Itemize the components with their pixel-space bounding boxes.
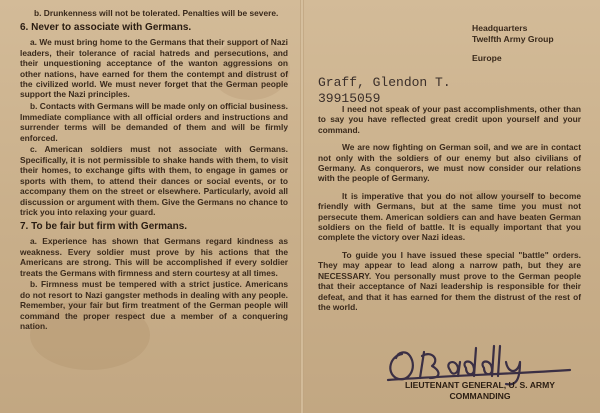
section-6a: a. We must bring home to the Germans that their support of Nazi leaders, their tolerance of racial hatreds and persecutions, and their unquestioning acceptance of the wanton aggressions on other nations, have earned for them the contempt and distrust of the civilized world. We must never forget that the German people support the Nazi principles.	[20, 37, 288, 100]
hq-unit: Twelfth Army Group	[472, 34, 554, 44]
letter-paragraph-1: I need not speak of your past accomplishments, other than to say you have reflected great credit upon yourself and your command.	[318, 104, 581, 135]
section-7a: a. Experience has shown that Germans regard kindness as weakness. Every soldier must prove by his actions that the Americans are strong. This will be accomplished if every soldier treats the Germans with firmness and stern courtesy at all times.	[20, 236, 288, 278]
letter-paragraph-2: We are now fighting on German soil, and we are in contact not only with the soldiers of our enemy but also civilians of Germany. As conquerors, we must now consider our relations with the people of Germany.	[318, 142, 581, 184]
letter-paragraph-4: To guide you I have issued these special "battle" orders. They may appear to lead along a narrow path, but they are NECESSARY. You personally must prove to the German people that their acceptance of Nazi leadership is responsible for their defeat, and that it has earned for them the distrust of the rest of the world.	[318, 249, 581, 312]
section-6c: c. American soldiers must not associate with Germans. Specifically, it is not permissible to shake hands with them, to visit their homes, to exchange gifts with them, to engage in games or sports with them, to attend their dances or social events, or to accompany them on the street or elsewhere. Particularly, avoid all discussion or argument with them. Give the Germans no chance to trick you into relaxing your guard.	[20, 144, 288, 217]
section-6b: b. Contacts with Germans will be made only on official business. Immediate compliance with all official orders and instructions and surrender terms will be demanded of them and will be firmly enforced.	[20, 101, 288, 143]
section-7-heading: 7. To be fair but firm with Germans.	[20, 221, 188, 233]
signature-title	[370, 380, 590, 402]
hq-location: Europe	[472, 53, 502, 63]
section-6-heading: 6. Never to associate with Germans.	[20, 22, 192, 34]
hq-line: Headquarters	[472, 23, 528, 33]
headquarters-block	[472, 23, 554, 64]
rule-drunkenness: b. Drunkenness will not be tolerated. Penalties will be severe.	[34, 8, 279, 18]
center-fold	[300, 0, 304, 413]
left-panel	[20, 8, 288, 333]
letter-paragraph-3: It is imperative that you do not allow yourself to become friendly with Germans, but at the same time you must not persecute them. American soldiers can and have beaten German soldiers on the field of battle. It is equally important that you complete the victory over Nazi ideas.	[318, 190, 581, 243]
command-line: COMMANDING	[449, 391, 511, 401]
recipient-name: Graff, Glendon T.	[318, 75, 451, 90]
section-7b: b. Firmness must be tempered with a strict justice. Americans do not resort to Nazi gangster methods in dealing with any people. Remember, your fair but firm treatment of the German people will command the proper respect due a member of a conquering nation.	[20, 279, 288, 332]
recipient-block	[318, 75, 451, 106]
rank-line: LIEUTENANT GENERAL, U. S. ARMY	[404, 380, 556, 390]
recipient-serial-number: 39915059	[318, 90, 381, 106]
letter-body	[318, 104, 581, 319]
